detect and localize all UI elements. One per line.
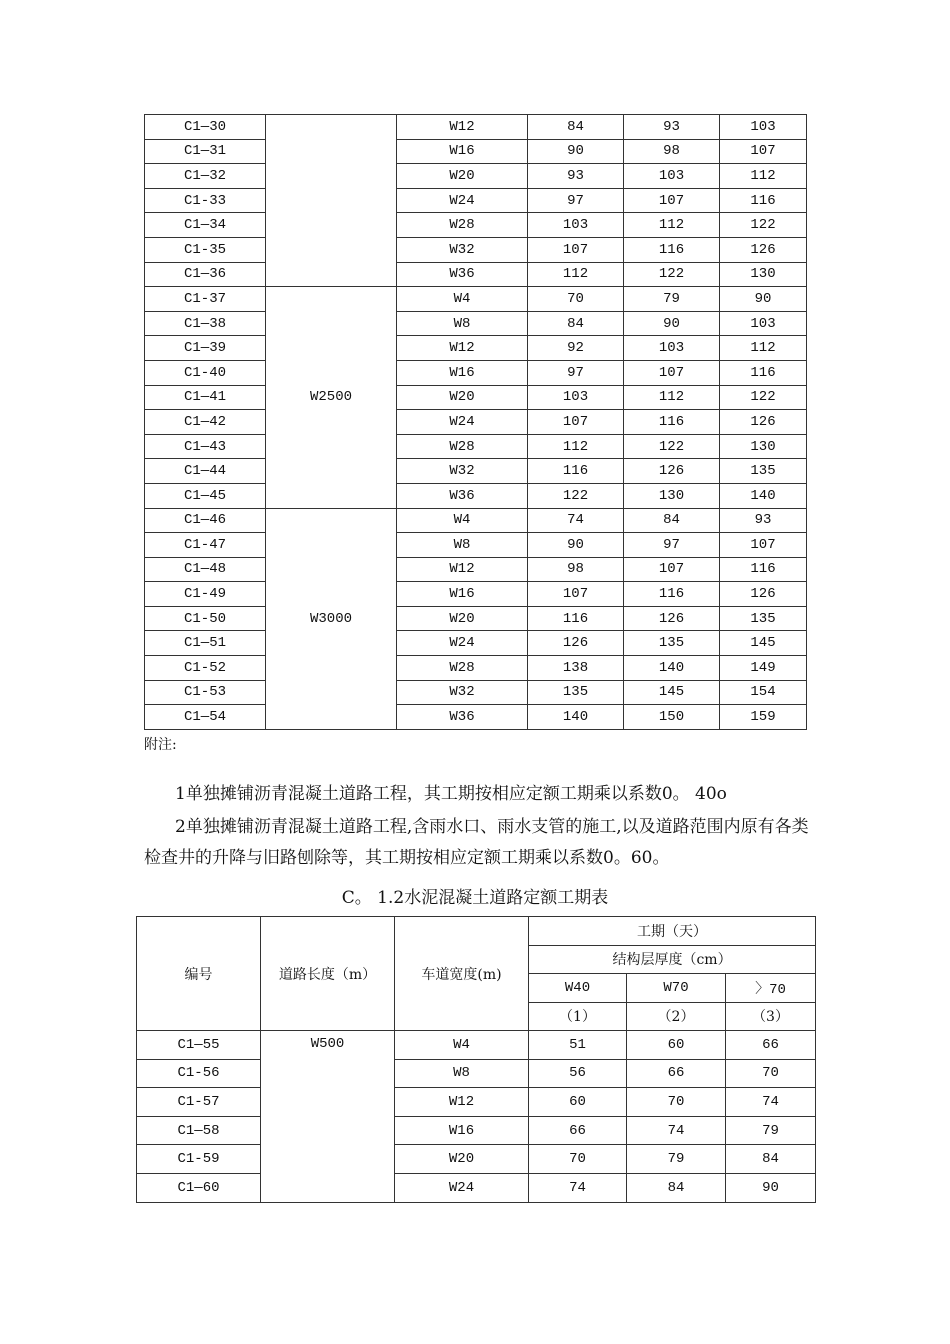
table-row xyxy=(145,656,807,681)
duration-col3: 122 xyxy=(720,385,807,410)
lane-width: W28 xyxy=(397,213,528,238)
duration-col3: 107 xyxy=(720,139,807,164)
row-code: C1—31 xyxy=(145,139,266,164)
table-row xyxy=(145,483,807,508)
lane-width: W8 xyxy=(397,311,528,336)
table-row xyxy=(145,705,807,730)
road-length-group: W500 xyxy=(261,1031,395,1203)
row-code: C1—32 xyxy=(145,164,266,189)
duration-col3: 122 xyxy=(720,213,807,238)
table-row xyxy=(145,533,807,558)
lane-width: W16 xyxy=(395,1116,529,1145)
table-row xyxy=(145,434,807,459)
duration-col3: 112 xyxy=(720,164,807,189)
duration-col2: 66 xyxy=(627,1059,726,1088)
row-code: C1—48 xyxy=(145,557,266,582)
duration-col2: 130 xyxy=(624,483,720,508)
lane-width: W28 xyxy=(397,656,528,681)
table-row xyxy=(145,557,807,582)
lane-width: W32 xyxy=(397,459,528,484)
duration-col2: 126 xyxy=(624,606,720,631)
duration-col2: 84 xyxy=(624,508,720,533)
duration-col1: 107 xyxy=(528,237,624,262)
table-row xyxy=(145,336,807,361)
row-code: C1—60 xyxy=(137,1173,261,1202)
lane-width: W36 xyxy=(397,262,528,287)
notes-label: 附注: xyxy=(144,737,177,753)
duration-col3: 74 xyxy=(726,1088,816,1117)
duration-col1: 140 xyxy=(528,705,624,730)
duration-col2: 79 xyxy=(624,287,720,312)
table-row xyxy=(145,606,807,631)
duration-col2: 112 xyxy=(624,385,720,410)
duration-col2: 116 xyxy=(624,410,720,435)
duration-col2: 103 xyxy=(624,164,720,189)
lane-width: W36 xyxy=(397,705,528,730)
table-row xyxy=(145,680,807,705)
duration-col1: 103 xyxy=(528,385,624,410)
row-code: C1-35 xyxy=(145,237,266,262)
row-code: C1-33 xyxy=(145,188,266,213)
lane-width: W32 xyxy=(397,237,528,262)
lane-width: W16 xyxy=(397,582,528,607)
lane-width: W32 xyxy=(397,680,528,705)
header-code: 编号 xyxy=(137,917,261,1031)
duration-col3: 126 xyxy=(720,410,807,435)
duration-col3: 149 xyxy=(720,656,807,681)
row-code: C1—41 xyxy=(145,385,266,410)
duration-col1: 92 xyxy=(528,336,624,361)
note-1: 1单独摊铺沥青混凝土道路工程，其工期按相应定额工期乘以系数0。 40o xyxy=(175,784,727,804)
duration-col2: 90 xyxy=(624,311,720,336)
lane-width: W8 xyxy=(397,533,528,558)
table-row xyxy=(145,139,807,164)
header-t2: W70 xyxy=(627,974,726,1003)
lane-width: W12 xyxy=(397,557,528,582)
row-code: C1—44 xyxy=(145,459,266,484)
lane-width: W16 xyxy=(397,360,528,385)
header-c3: （3） xyxy=(726,1002,816,1031)
lane-width: W12 xyxy=(395,1088,529,1117)
table-row xyxy=(145,385,807,410)
duration-table-concrete xyxy=(136,916,816,1203)
duration-col3: 159 xyxy=(720,705,807,730)
duration-col2: 122 xyxy=(624,262,720,287)
duration-col1: 122 xyxy=(528,483,624,508)
duration-col2: 116 xyxy=(624,237,720,262)
lane-width: W4 xyxy=(397,508,528,533)
row-code: C1—54 xyxy=(145,705,266,730)
header-width: 车道宽度(m) xyxy=(395,917,529,1031)
duration-col3: 79 xyxy=(726,1116,816,1145)
duration-col3: 135 xyxy=(720,459,807,484)
duration-col1: 66 xyxy=(529,1116,627,1145)
duration-col1: 70 xyxy=(529,1145,627,1174)
duration-col2: 122 xyxy=(624,434,720,459)
row-code: C1-52 xyxy=(145,656,266,681)
table-row xyxy=(137,1116,816,1145)
table-row xyxy=(145,311,807,336)
duration-col1: 135 xyxy=(528,680,624,705)
duration-col2: 84 xyxy=(627,1173,726,1202)
duration-col3: 103 xyxy=(720,311,807,336)
row-code: C1—38 xyxy=(145,311,266,336)
lane-width: W20 xyxy=(397,164,528,189)
duration-col3: 70 xyxy=(726,1059,816,1088)
row-code: C1—58 xyxy=(137,1116,261,1145)
row-code: C1-53 xyxy=(145,680,266,705)
duration-col1: 126 xyxy=(528,631,624,656)
lane-width: W12 xyxy=(397,115,528,140)
row-code: C1—51 xyxy=(145,631,266,656)
duration-col2: 150 xyxy=(624,705,720,730)
duration-col1: 97 xyxy=(528,360,624,385)
duration-col2: 97 xyxy=(624,533,720,558)
duration-col1: 138 xyxy=(528,656,624,681)
lane-width: W12 xyxy=(397,336,528,361)
lane-width: W28 xyxy=(397,434,528,459)
table-row xyxy=(145,459,807,484)
duration-col1: 70 xyxy=(528,287,624,312)
duration-col2: 70 xyxy=(627,1088,726,1117)
road-length-group xyxy=(266,115,397,287)
header-length: 道路长度（m） xyxy=(261,917,395,1031)
duration-col3: 154 xyxy=(720,680,807,705)
duration-col3: 130 xyxy=(720,434,807,459)
table-row xyxy=(137,1145,816,1174)
row-code: C1-49 xyxy=(145,582,266,607)
duration-col1: 60 xyxy=(529,1088,627,1117)
lane-width: W4 xyxy=(395,1031,529,1060)
table-row xyxy=(145,188,807,213)
duration-col2: 135 xyxy=(624,631,720,656)
row-code: C1—46 xyxy=(145,508,266,533)
duration-col1: 107 xyxy=(528,410,624,435)
row-code: C1-56 xyxy=(137,1059,261,1088)
duration-col2: 145 xyxy=(624,680,720,705)
table-row xyxy=(145,237,807,262)
table-row xyxy=(145,631,807,656)
duration-col2: 112 xyxy=(624,213,720,238)
header-c1: （1） xyxy=(529,1002,627,1031)
duration-col1: 56 xyxy=(529,1059,627,1088)
duration-col3: 116 xyxy=(720,360,807,385)
duration-col3: 130 xyxy=(720,262,807,287)
header-period: 工期（天） xyxy=(529,917,816,946)
duration-col2: 79 xyxy=(627,1145,726,1174)
duration-col3: 145 xyxy=(720,631,807,656)
row-code: C1—36 xyxy=(145,262,266,287)
duration-col1: 90 xyxy=(528,139,624,164)
lane-width: W4 xyxy=(397,287,528,312)
lane-width: W20 xyxy=(397,385,528,410)
duration-col3: 112 xyxy=(720,336,807,361)
duration-col2: 116 xyxy=(624,582,720,607)
road-length-group: W2500 xyxy=(266,287,397,508)
duration-col1: 93 xyxy=(528,164,624,189)
row-code: C1—55 xyxy=(137,1031,261,1060)
duration-col2: 60 xyxy=(627,1031,726,1060)
duration-col3: 116 xyxy=(720,557,807,582)
duration-col1: 51 xyxy=(529,1031,627,1060)
lane-width: W16 xyxy=(397,139,528,164)
table-body xyxy=(137,917,816,1203)
duration-col1: 90 xyxy=(528,533,624,558)
lane-width: W24 xyxy=(397,410,528,435)
table-row xyxy=(145,582,807,607)
note-2: 2单独摊铺沥青混凝土道路工程,含雨水口、雨水支管的施工,以及道路范围内原有各类检查井的升降与旧路刨除等，其工期按相应定额工期乘以系数0。60。 xyxy=(144,817,809,868)
table-row xyxy=(137,1088,816,1117)
duration-col1: 116 xyxy=(528,606,624,631)
duration-col2: 103 xyxy=(624,336,720,361)
duration-col3: 84 xyxy=(726,1145,816,1174)
lane-width: W24 xyxy=(397,188,528,213)
header-t3: 〉70 xyxy=(726,974,816,1003)
table-row xyxy=(145,262,807,287)
row-code: C1—34 xyxy=(145,213,266,238)
table-row xyxy=(145,164,807,189)
row-code: C1-57 xyxy=(137,1088,261,1117)
duration-col3: 116 xyxy=(720,188,807,213)
table-title: C。 1.2水泥混凝土道路定额工期表 xyxy=(341,888,609,908)
row-code: C1-59 xyxy=(137,1145,261,1174)
table-row xyxy=(145,508,807,533)
duration-col3: 90 xyxy=(720,287,807,312)
row-code: C1—30 xyxy=(145,115,266,140)
duration-col2: 126 xyxy=(624,459,720,484)
duration-col1: 112 xyxy=(528,262,624,287)
row-code: C1-47 xyxy=(145,533,266,558)
duration-col1: 107 xyxy=(528,582,624,607)
duration-col2: 140 xyxy=(624,656,720,681)
duration-col1: 98 xyxy=(528,557,624,582)
row-code: C1-40 xyxy=(145,360,266,385)
duration-col2: 107 xyxy=(624,360,720,385)
duration-col2: 74 xyxy=(627,1116,726,1145)
duration-table-asphalt xyxy=(144,114,807,730)
duration-col3: 126 xyxy=(720,237,807,262)
row-code: C1-50 xyxy=(145,606,266,631)
lane-width: W24 xyxy=(397,631,528,656)
duration-col1: 74 xyxy=(529,1173,627,1202)
row-code: C1—39 xyxy=(145,336,266,361)
lane-width: W20 xyxy=(397,606,528,631)
duration-col1: 74 xyxy=(528,508,624,533)
header-row xyxy=(137,917,816,946)
row-code: C1—45 xyxy=(145,483,266,508)
duration-col3: 93 xyxy=(720,508,807,533)
row-code: C1—43 xyxy=(145,434,266,459)
lane-width: W24 xyxy=(395,1173,529,1202)
table-row xyxy=(137,1173,816,1202)
table-row xyxy=(145,213,807,238)
duration-col3: 103 xyxy=(720,115,807,140)
duration-col3: 135 xyxy=(720,606,807,631)
duration-col2: 98 xyxy=(624,139,720,164)
duration-col1: 116 xyxy=(528,459,624,484)
duration-col2: 107 xyxy=(624,188,720,213)
duration-col1: 112 xyxy=(528,434,624,459)
duration-col3: 107 xyxy=(720,533,807,558)
duration-col3: 66 xyxy=(726,1031,816,1060)
duration-col3: 140 xyxy=(720,483,807,508)
duration-col2: 93 xyxy=(624,115,720,140)
header-c2: （2） xyxy=(627,1002,726,1031)
lane-width: W20 xyxy=(395,1145,529,1174)
duration-col1: 84 xyxy=(528,115,624,140)
duration-col1: 103 xyxy=(528,213,624,238)
duration-col1: 84 xyxy=(528,311,624,336)
duration-col3: 126 xyxy=(720,582,807,607)
table-row xyxy=(137,1059,816,1088)
table-body xyxy=(145,115,807,730)
lane-width: W8 xyxy=(395,1059,529,1088)
table-row xyxy=(145,115,807,140)
lane-width: W36 xyxy=(397,483,528,508)
header-t1: W40 xyxy=(529,974,627,1003)
table-row xyxy=(145,287,807,312)
duration-col2: 107 xyxy=(624,557,720,582)
header-thickness: 结构层厚度（cm） xyxy=(529,945,816,974)
row-code: C1-37 xyxy=(145,287,266,312)
road-length-group: W3000 xyxy=(266,508,397,729)
table-row xyxy=(145,360,807,385)
table-row xyxy=(137,1031,816,1060)
duration-col1: 97 xyxy=(528,188,624,213)
duration-col3: 90 xyxy=(726,1173,816,1202)
table-row xyxy=(145,410,807,435)
row-code: C1—42 xyxy=(145,410,266,435)
